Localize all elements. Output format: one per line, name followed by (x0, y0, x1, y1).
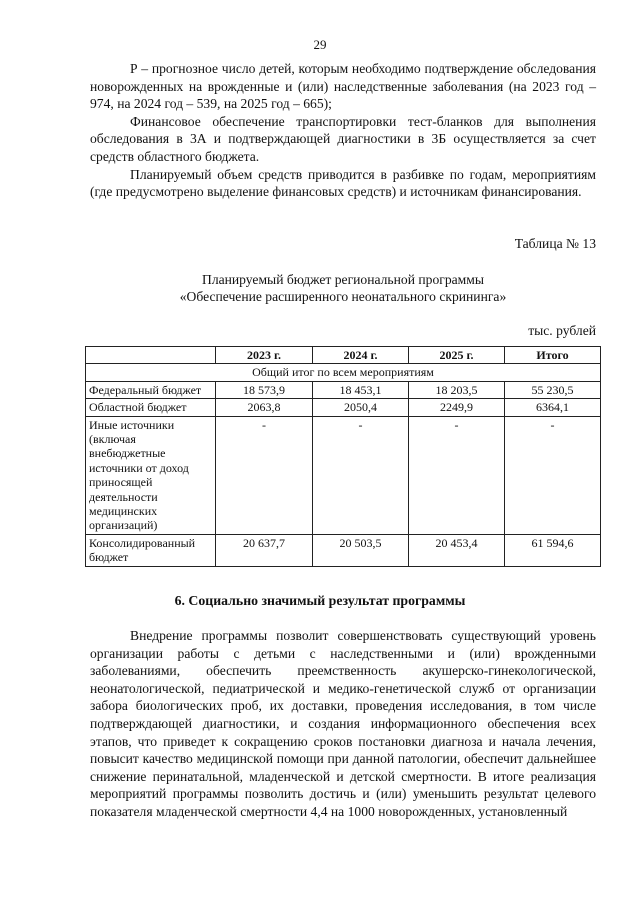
row-label: Федеральный бюджет (86, 381, 216, 398)
table-summary-row (86, 364, 601, 381)
cell-value: - (313, 416, 409, 534)
cell-value: 61 594,6 (505, 534, 601, 566)
cell-value: 20 503,5 (313, 534, 409, 566)
row-label: Областной бюджет (86, 399, 216, 416)
intro-paragraph-3: Планируемый объем средств приводится в разбивке по годам, мероприятиям (где предусмотрено выделение финансовых средств) и источникам финансирования. (90, 166, 596, 200)
cell-value: - (505, 416, 601, 534)
header-cell-2023: 2023 г. (216, 347, 313, 364)
table-number-label: Таблица № 13 (514, 236, 596, 251)
intro-text (90, 60, 596, 201)
intro-paragraph-2: Финансовое обеспечение транспортировки тест-бланков для выполнения обследования в 3А и подтверждающей диагностики в 3Б осуществляется за счет средств областного бюджета. (90, 113, 596, 164)
row-label: Иные источники (включая внебюджетные источники от доход приносящей деятельности медицинских организаций) (86, 416, 216, 534)
cell-value: 20 453,4 (409, 534, 505, 566)
table-title (90, 271, 596, 305)
table-row (86, 534, 601, 566)
cell-value: 55 230,5 (505, 381, 601, 398)
table-title-line-2: «Обеспечение расширенного неонатального скрининга» (179, 289, 507, 304)
table-row (86, 416, 601, 534)
row-label: Консолидированный бюджет (86, 534, 216, 566)
cell-value: 2249,9 (409, 399, 505, 416)
section-paragraph: Внедрение программы позволит совершенствовать существующий уровень организации работы с детьми с наследственными и (или) врожденными заболеваниями, обеспечить преемственность акушерско-гинекологической, неонатологической, педиатрической и медико-генетической служб от организации забора биологических проб, их доставки, проведения исследования, в том числе подтверждающей диагностики, и создания информационного обеспечения всех этапов, что приведет к сокращению сроков постановки диагноза и начала лечения, повысит качество медицинской помощи при данной патологии, обеспечит дальнейшее снижение перинатальной, младенческой и детской смертности. В итоге реализация мероприятий программы позволить достичь и (или) уменьшить результат целевого показателя младенческой смертности 4,4 на 1000 новорожденных, установленный (90, 628, 596, 819)
cell-value: - (409, 416, 505, 534)
table-title-line-1: Планируемый бюджет региональной программы (202, 272, 484, 287)
cell-value: 18 573,9 (216, 381, 313, 398)
intro-paragraph-1: Р – прогнозное число детей, которым необходимо подтверждение обследования новорожденных на врожденные и (или) наследственные заболевания (на 2023 год – 974, на 2024 год – 539, на 2025 год – 665); (90, 61, 596, 112)
section-heading: 6. Социально значимый результат программы (174, 593, 466, 608)
table-units: тыс. рублей (528, 323, 596, 338)
cell-value: 6364,1 (505, 399, 601, 416)
cell-value: 2050,4 (313, 399, 409, 416)
summary-row-label: Общий итог по всем мероприятиям (86, 364, 601, 381)
cell-value: 18 453,1 (313, 381, 409, 398)
cell-value: - (216, 416, 313, 534)
cell-value: 20 637,7 (216, 534, 313, 566)
section-text (90, 627, 596, 821)
table-row (86, 399, 601, 416)
header-cell-empty (86, 347, 216, 364)
budget-table (85, 346, 601, 567)
page-number: 29 (313, 37, 327, 52)
cell-value: 2063,8 (216, 399, 313, 416)
table-header-row (86, 347, 601, 364)
table-row (86, 381, 601, 398)
header-cell-total: Итого (505, 347, 601, 364)
header-cell-2024: 2024 г. (313, 347, 409, 364)
header-cell-2025: 2025 г. (409, 347, 505, 364)
cell-value: 18 203,5 (409, 381, 505, 398)
